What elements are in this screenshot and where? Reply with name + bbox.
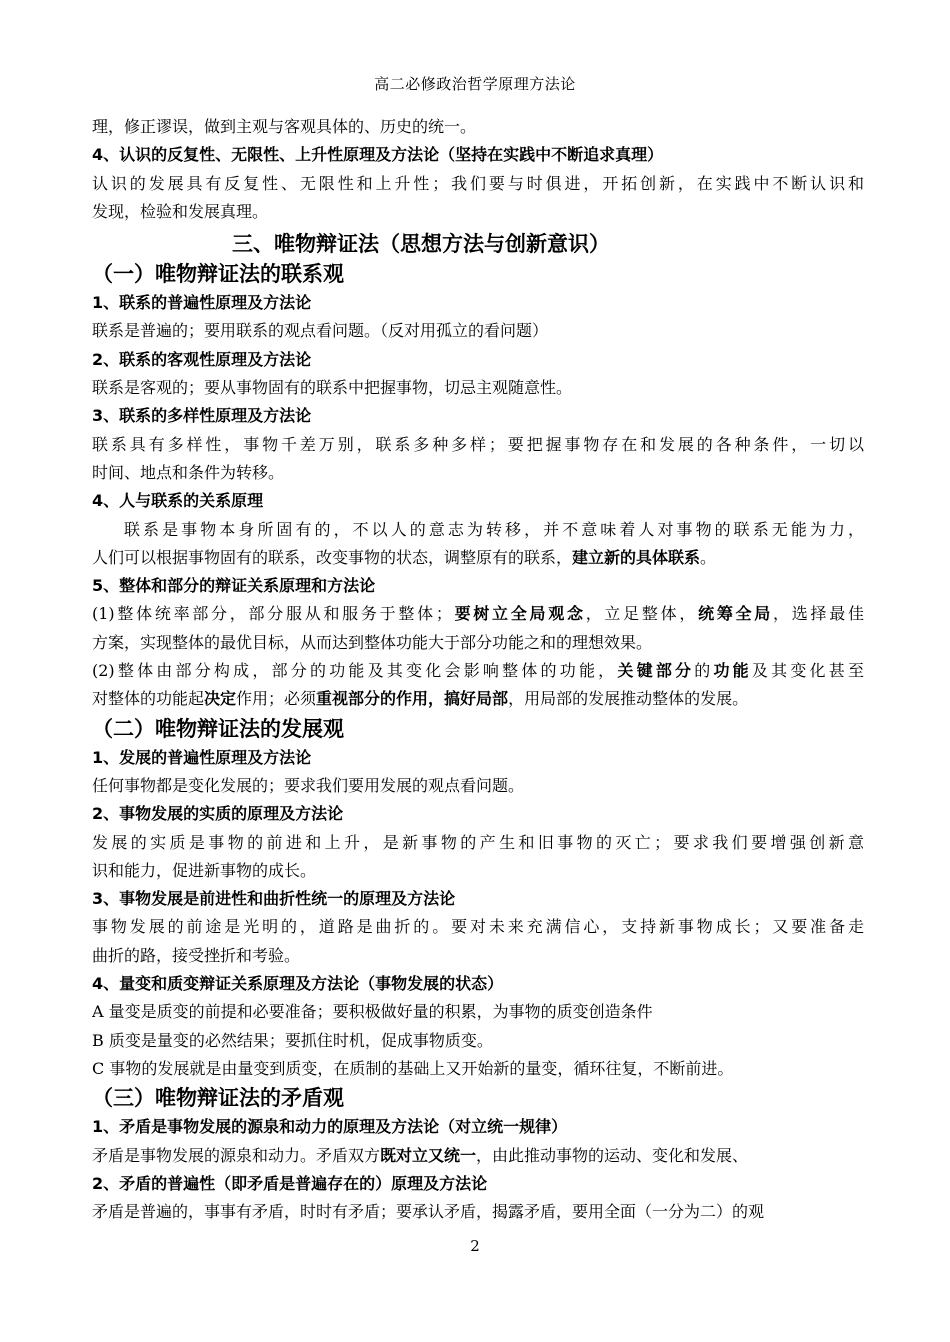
text-run: ，选择最佳 [773, 604, 864, 624]
text-run: 及其变化甚至 [751, 661, 864, 681]
subsection-heading: 2、矛盾的普遍性（即矛盾是普遍存在的）原理及方法论 [92, 1173, 488, 1193]
text-line: B 质变是量变的必然结果；要抓住时机，促成事物质变。 [92, 1030, 493, 1050]
subsection-heading: 1、联系的普遍性原理及方法论 [92, 293, 312, 313]
subsection-heading: 4、量变和质变辩证关系原理及方法论（事物发展的状态） [92, 974, 504, 994]
text-run: (2)整体由部分构成，部分的功能及其变化会影响整体的功能， [92, 661, 618, 681]
text-line: 联系是普遍的；要用联系的观点看问题。（反对用孤立的看问题） [92, 321, 549, 341]
text-line: C 事物的发展就是由量变到质变，在质制的基础上又开始新的量变，循环往复，不断前进。 [92, 1058, 734, 1078]
emphasis-text: 既对立又统一 [380, 1145, 477, 1165]
text-line: 任何事物都是变化发展的；要求我们要用发展的观点看问题。 [92, 775, 525, 795]
text-line: 方案，实现整体的最优目标，从而达到整体功能大于部分功能之和的理想效果。 [92, 632, 653, 652]
text-line: A 量变是质变的前提和必要准备；要积极做好量的积累，为事物的质变创造条件 [92, 1002, 653, 1022]
text-line: 发现，检验和发展真理。 [92, 201, 269, 221]
subsection-heading: 4、认识的反复性、无限性、上升性原理及方法论（坚持在实践中不断追求真理） [92, 145, 664, 165]
text-line: 矛盾是普遍的，事事有矛盾，时时有矛盾；要承认矛盾，揭露矛盾，要用全面（一分为二）的观 [92, 1202, 765, 1222]
subsection-heading: 4、人与联系的关系原理 [92, 491, 264, 511]
text-line: 联系具有多样性，事物千差万别，联系多种多样；要把握事物存在和发展的各种条件，一切以 [92, 434, 864, 454]
text-line: 曲折的路，接受挫折和考验。 [92, 945, 301, 965]
document-body [92, 113, 864, 1226]
text-run: 。 [700, 547, 717, 567]
subsection-heading: 1、矛盾是事物发展的源泉和动力的原理及方法论（对立统一规律） [92, 1117, 568, 1137]
emphasis-text: 重视部分的作用，搞好局部 [316, 689, 509, 709]
section-heading: （二）唯物辩证法的发展观 [92, 716, 344, 741]
text-run: ，立足整体， [585, 604, 699, 624]
subsection-heading: 1、发展的普遍性原理及方法论 [92, 747, 312, 767]
text-line [92, 1142, 864, 1170]
subsection-heading: 2、联系的客观性原理及方法论 [92, 349, 312, 369]
chapter-heading: 三、唯物辩证法（思想方法与创新意识） [232, 232, 610, 257]
text-line [92, 685, 864, 713]
text-line [92, 544, 864, 572]
subsection-heading: 3、联系的多样性原理及方法论 [92, 406, 312, 426]
emphasis-text: 决定 [204, 689, 237, 709]
text-run: 人们可以根据事物固有的联系，改变事物的状态，调整原有的联系， [92, 547, 573, 567]
text-line: 识和能力，促进新事物的成长。 [92, 860, 317, 880]
text-line: 事物发展的前途是光明的，道路是曲折的。要对未来充满信心，支持新事物成长；又要准备走 [92, 917, 864, 937]
text-run: 的 [694, 661, 714, 681]
emphasis-text: 建立新的具体联系 [572, 547, 701, 567]
text-line: 联系是事物本身所固有的，不以人的意志为转移，并不意味着人对事物的联系无能为力， [124, 519, 864, 539]
page-number: 2 [470, 1237, 480, 1255]
text-line: 联系是客观的；要从事物固有的联系中把握事物，切忌主观随意性。 [92, 378, 573, 398]
text-line: 理，修正谬误，做到主观与客观具体的、历史的统一。 [92, 117, 477, 136]
text-run: 对整体的功能起 [92, 689, 205, 709]
text-line: 认识的发展具有反复性、无限性和上升性；我们要与时俱进，开拓创新，在实践中不断认识和 [92, 173, 864, 193]
subsection-heading: 2、事物发展的实质的原理及方法论 [92, 804, 344, 824]
section-heading: （一）唯物辩证法的联系观 [92, 262, 344, 287]
emphasis-text: 统筹全局 [698, 604, 774, 624]
text-run: (1)整体统率部分，部分服从和服务于整体； [92, 604, 452, 624]
emphasis-text: 要树立全局观念 [451, 604, 586, 624]
text-line: 时间、地点和条件为转移。 [92, 462, 285, 482]
text-run: ，由此推动事物的运动、变化和发展、 [476, 1145, 749, 1165]
page-header: 高二必修政治哲学原理方法论 [374, 75, 576, 93]
emphasis-text: 关键部分 [617, 661, 695, 681]
emphasis-text: 功能 [713, 661, 752, 681]
text-line: 发展的实质是事物的前进和上升，是新事物的产生和旧事物的灭亡；要求我们要增强创新意 [92, 832, 864, 852]
text-run: 作用；必须 [236, 689, 317, 709]
text-run: 矛盾是事物发展的源泉和动力。矛盾双方 [92, 1145, 381, 1165]
text-run: ，用局部的发展推动整体的发展。 [508, 689, 749, 709]
subsection-heading: 3、事物发展是前进性和曲折性统一的原理及方法论 [92, 889, 456, 909]
text-line [92, 657, 864, 685]
subsection-heading: 5、整体和部分的辩证关系原理和方法论 [92, 576, 376, 596]
text-line [92, 600, 864, 628]
section-heading: （三）唯物辩证法的矛盾观 [92, 1086, 344, 1111]
